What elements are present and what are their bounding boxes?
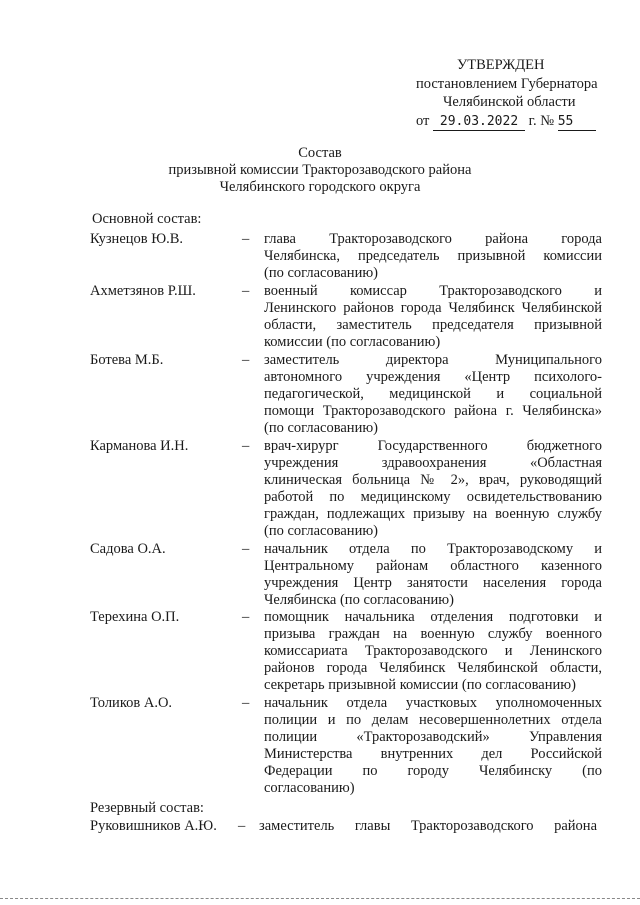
member-dash: –	[242, 352, 250, 368]
member-position-line: комиссариата Тракторозаводского и Ленинского	[264, 643, 602, 659]
member-position-line: глава Тракторозаводского района города	[264, 231, 602, 247]
reserve-composition-heading: Резервный состав:	[90, 800, 204, 816]
date-prefix: от	[416, 113, 430, 129]
member-name: Кузнецов Ю.В.	[90, 231, 184, 247]
member-position-line: учреждения Центр занятости населения города	[264, 575, 602, 591]
member-position-line: призыва граждан на военную службу военного	[264, 626, 602, 642]
approval-line-1: постановлением Губернатора	[416, 76, 598, 92]
member-position	[259, 818, 597, 835]
member-name: Ахметзянов Р.Ш.	[90, 283, 196, 299]
member-name: Карманова И.Н.	[90, 438, 189, 454]
member-dash: –	[238, 818, 246, 834]
member-entry	[0, 283, 640, 351]
member-position-line: Челябинска (по согласованию)	[264, 592, 454, 608]
member-position-line: Министерства внутренних дел Российской	[264, 746, 602, 762]
member-position-line: Федерации по городу Челябинску (по	[264, 763, 602, 779]
page-bottom-edge	[0, 898, 640, 899]
member-position-line: помощник начальника отделения подготовки и	[264, 609, 602, 625]
member-dash: –	[242, 695, 250, 711]
member-dash: –	[242, 438, 250, 454]
approval-line-2: Челябинской области	[443, 94, 576, 110]
member-position-line: полиции и по делам несовершеннолетних отдела	[264, 712, 602, 728]
member-position-line: помощи Тракторозаводского района г. Челябинска»	[264, 403, 602, 419]
approval-date-line	[416, 113, 596, 131]
member-entry	[0, 231, 640, 282]
member-position-line: педагогической, медицинской и социальной	[264, 386, 602, 402]
member-position-line: заместитель главы Тракторозаводского района	[259, 818, 597, 834]
member-position-line: Челябинска, председатель призывной комиссии	[264, 248, 602, 264]
member-name: Садова О.А.	[90, 541, 166, 557]
member-position	[264, 283, 602, 351]
member-position-line: заместитель директора Муниципального	[264, 352, 602, 368]
member-position-line: (по согласованию)	[264, 523, 378, 539]
member-entry	[0, 609, 640, 694]
member-position-line: Ленинского районов города Челябинск Челябинской	[264, 300, 602, 316]
member-position	[264, 609, 602, 694]
date-field	[433, 113, 525, 131]
date-value: 29.03.2022	[439, 114, 519, 129]
number-value: 55	[557, 114, 574, 129]
member-name: Руковишников А.Ю.	[90, 818, 217, 834]
member-entry	[0, 695, 640, 797]
member-position-line: согласованию)	[264, 780, 355, 796]
member-name: Ботева М.Б.	[90, 352, 164, 368]
member-entry	[0, 818, 640, 835]
member-position-line: районов города Челябинск Челябинской области,	[264, 660, 602, 676]
document-title	[0, 145, 640, 196]
member-entry	[0, 438, 640, 540]
member-position-line: области, заместитель председателя призывной	[264, 317, 602, 333]
main-composition-heading: Основной состав:	[92, 211, 202, 227]
member-position	[264, 438, 602, 540]
member-position	[264, 541, 602, 609]
member-position-line: комиссии (по согласованию)	[264, 334, 441, 350]
number-prefix: г. №	[528, 113, 555, 129]
member-position-line: граждан, подлежащих призыву на военную службу	[264, 506, 602, 522]
member-position-line: (по согласованию)	[264, 265, 378, 281]
member-dash: –	[242, 283, 250, 299]
number-field	[558, 113, 596, 131]
member-dash: –	[242, 231, 250, 247]
title-line-3: Челябинского городского округа	[219, 179, 421, 195]
member-position-line: полиции «Тракторозаводский» Управления	[264, 729, 602, 745]
member-position-line: врач-хирург Государственного бюджетного	[264, 438, 602, 454]
title-line-1: Состав	[298, 145, 342, 161]
member-position-line: работой по медицинскому освидетельствованию	[264, 489, 602, 505]
member-position-line: (по согласованию)	[264, 420, 378, 436]
member-position-line: начальник отдела участковых уполномоченных	[264, 695, 602, 711]
member-position-line: военный комиссар Тракторозаводского и	[264, 283, 602, 299]
member-position-line: клиническая больница № 2», врач, руководящий	[264, 472, 602, 488]
member-entry	[0, 541, 640, 609]
member-position	[264, 231, 602, 282]
member-position-line: Центральному районам областного казенного	[264, 558, 602, 574]
member-name: Терехина О.П.	[90, 609, 180, 625]
member-position-line: автономного учреждения «Центр психолого-	[264, 369, 602, 385]
member-dash: –	[242, 609, 250, 625]
member-position	[264, 352, 602, 437]
member-dash: –	[242, 541, 250, 557]
title-line-2: призывной комиссии Тракторозаводского района	[168, 162, 472, 178]
member-position	[264, 695, 602, 797]
member-position-line: начальник отдела по Тракторозаводскому и	[264, 541, 602, 557]
approval-heading: УТВЕРЖДЕН	[457, 57, 545, 73]
member-name: Толиков А.О.	[90, 695, 173, 711]
member-position-line: учреждения здравоохранения «Областная	[264, 455, 602, 471]
member-entry	[0, 352, 640, 437]
member-position-line: секретарь призывной комиссии (по согласованию)	[264, 677, 576, 693]
